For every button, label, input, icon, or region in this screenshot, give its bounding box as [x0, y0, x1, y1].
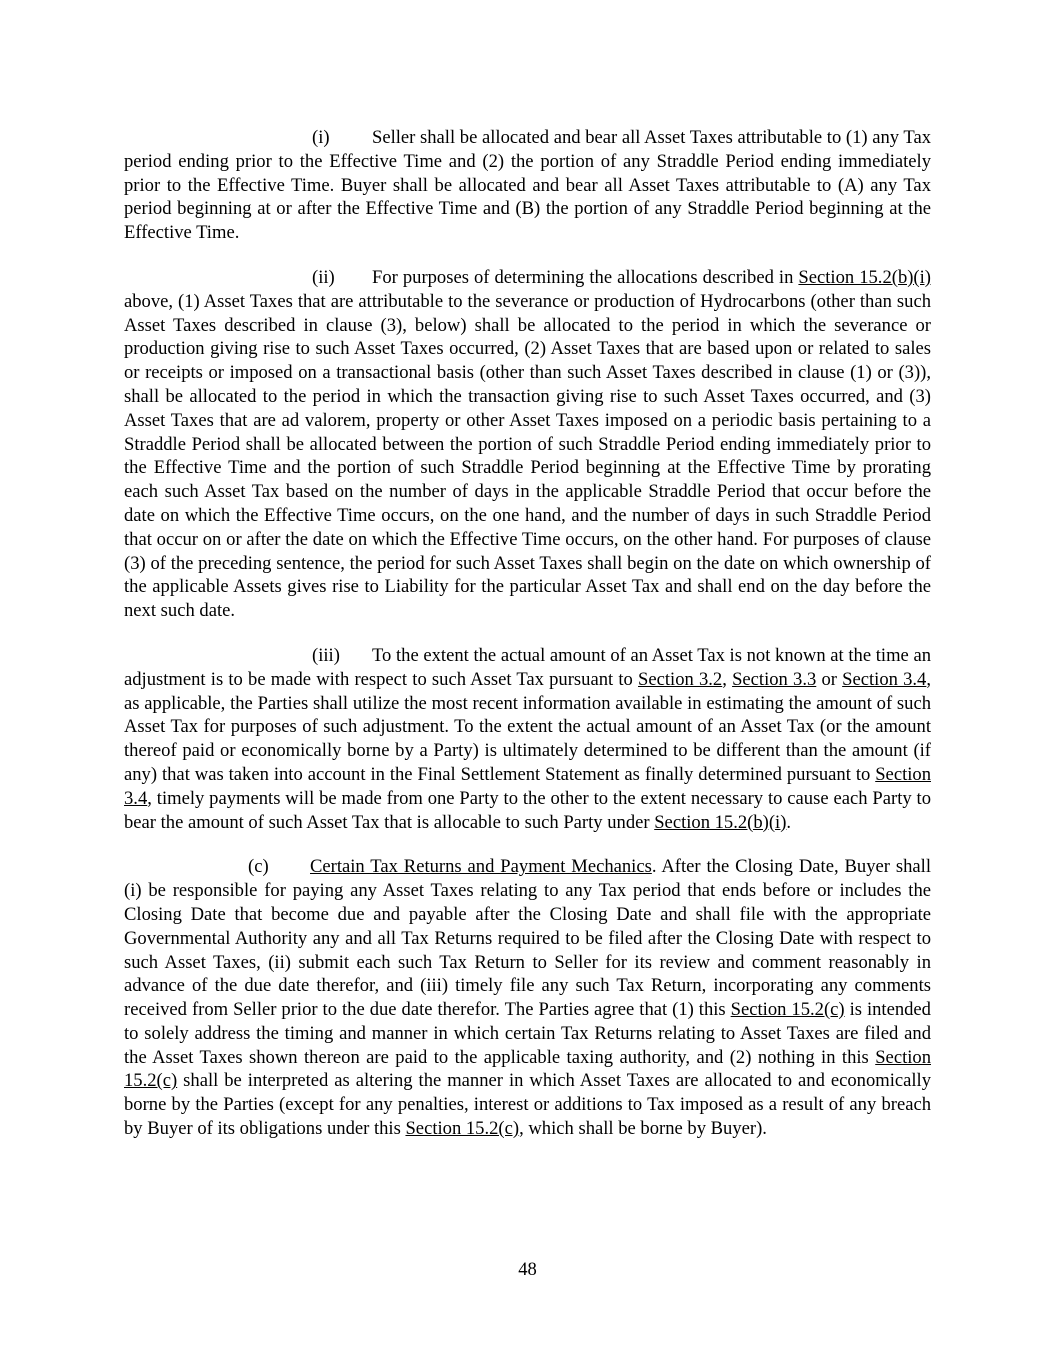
- clause-number: (iii): [312, 644, 340, 666]
- paragraph-text: To the extent the actual amount of an Asset Tax is not known at the time an adjustment is to be made with respect to such Asset Tax pursuant to: [124, 644, 931, 690]
- page-number: 48: [518, 1259, 537, 1280]
- paragraph-text: . After the Closing Date, Buyer shall (i) be responsible for paying any Asset Taxes relating to any Tax period that ends before or includes the Closing Date that become due and payable after the Closing Date and shall file with the appropriate Governmental Authority any and all Tax Returns required to be filed after the Closing Date with respect to such Asset Taxes, (ii) submit each such Tax Return to Seller for its review and comment reasonably in advance of the due date therefor, and (iii) timely file any such Tax Return, incorporating any comments received from Seller prior to the due date therefor. The Parties agree that (1) this: [124, 856, 931, 1021]
- clause-number: (c): [248, 856, 269, 878]
- paragraph-b-iii: [124, 644, 931, 834]
- paragraph-c: [124, 855, 931, 1141]
- paragraph-text: Seller shall be allocated and bear all Asset Taxes attributable to (1) any Tax period ending prior to the Effective Time and (2) the portion of any Straddle Period ending immediately prior to the Effective Time. Buyer shall be allocated and bear all Asset Taxes attributable to (A) any Tax period beginning at or after the Effective Time and (B) the portion of any Straddle Period beginning at the Effective Time.: [124, 127, 931, 244]
- paragraph-text: is intended to solely address the timing and manner in which certain Tax Returns relating to Asset Taxes are filed and the Asset Taxes shown thereon are paid to the applicable taxing authority, and (2) nothing in this: [124, 999, 931, 1068]
- section-reference: Section 3.2: [638, 668, 723, 690]
- section-reference: Section 15.2(c): [730, 999, 845, 1021]
- section-reference: Certain Tax Returns and Payment Mechanics: [310, 856, 652, 878]
- section-reference: Section 3.3: [732, 668, 817, 690]
- clause-number: (i): [312, 127, 330, 148]
- section-reference: Section 15.2(c): [405, 1118, 520, 1140]
- paragraph-text: , as applicable, the Parties shall utilize the most recent information available in estimating the amount of such Asset Tax for purposes of such adjustment. To the extent the actual amount of an Asset Tax (or the amount thereof paid or economically borne by a Party) is ultimately determined to be different than the amount (if any) that was taken into account in the Final Settlement Statement as finally determined pursuant to: [124, 668, 931, 785]
- section-reference: Section 15.2(c): [124, 1046, 931, 1092]
- clause-number: (ii): [312, 266, 335, 288]
- paragraph-text: above, (1) Asset Taxes that are attributable to the severance or production of Hydrocarbons (other than such Asset Taxes described in clause (3), below) shall be allocated to the period in which the severance or production giving rise to such Asset Taxes occurred, (2) Asset Taxes that are based upon or related to sales or receipts or imposed on a transactional basis (other than such Asset Taxes described in clause (1) or (3)), shall be allocated to the period in which the transaction giving rise to such Asset Taxes occurred, and (3) Asset Taxes that are ad valorem, property or other Asset Taxes imposed on a periodic basis pertaining to a Straddle Period shall be allocated between the portion of such Straddle Period ending immediately prior to the Effective Time and the portion of such Straddle Period beginning at the Effective Time by prorating each such Asset Tax based on the number of days in the applicable Straddle Period that occur before the date on which the Effective Time occurs, on the one hand, and the number of days in such Straddle Period that occur on or after the date on which the Effective Time occurs, on the other hand. For purposes of clause (3) of the preceding sentence, the period for such Asset Taxes shall begin on the date on which ownership of the applicable Assets gives rise to Liability for the particular Asset Tax and shall end on the day before the next such date.: [124, 290, 931, 622]
- paragraph-text: ,: [722, 668, 733, 690]
- paragraph-b-ii: [124, 266, 931, 623]
- section-reference: Section 3.4: [124, 763, 931, 809]
- paragraph-text: .: [786, 811, 792, 833]
- paragraph-text: , which shall be borne by Buyer).: [519, 1118, 767, 1140]
- paragraph-b-i: [124, 126, 931, 245]
- paragraph-text: For purposes of determining the allocations described in: [372, 266, 799, 288]
- section-reference: Section 3.4: [842, 668, 927, 690]
- document-body: [124, 126, 931, 1162]
- paragraph-text: , timely payments will be made from one Party to the other to the extent necessary to cause each Party to bear the amount of such Asset Tax that is allocable to such Party under: [124, 787, 931, 833]
- section-reference: Section 15.2(b)(i): [654, 811, 787, 833]
- paragraph-text: shall be interpreted as altering the manner in which Asset Taxes are allocated to and economically borne by the Parties (except for any penalties, interest or additions to Tax imposed as a result of any breach by Buyer of its obligations under this: [124, 1070, 931, 1140]
- section-reference: Section 15.2(b)(i): [798, 266, 931, 288]
- paragraph-text: or: [816, 668, 843, 690]
